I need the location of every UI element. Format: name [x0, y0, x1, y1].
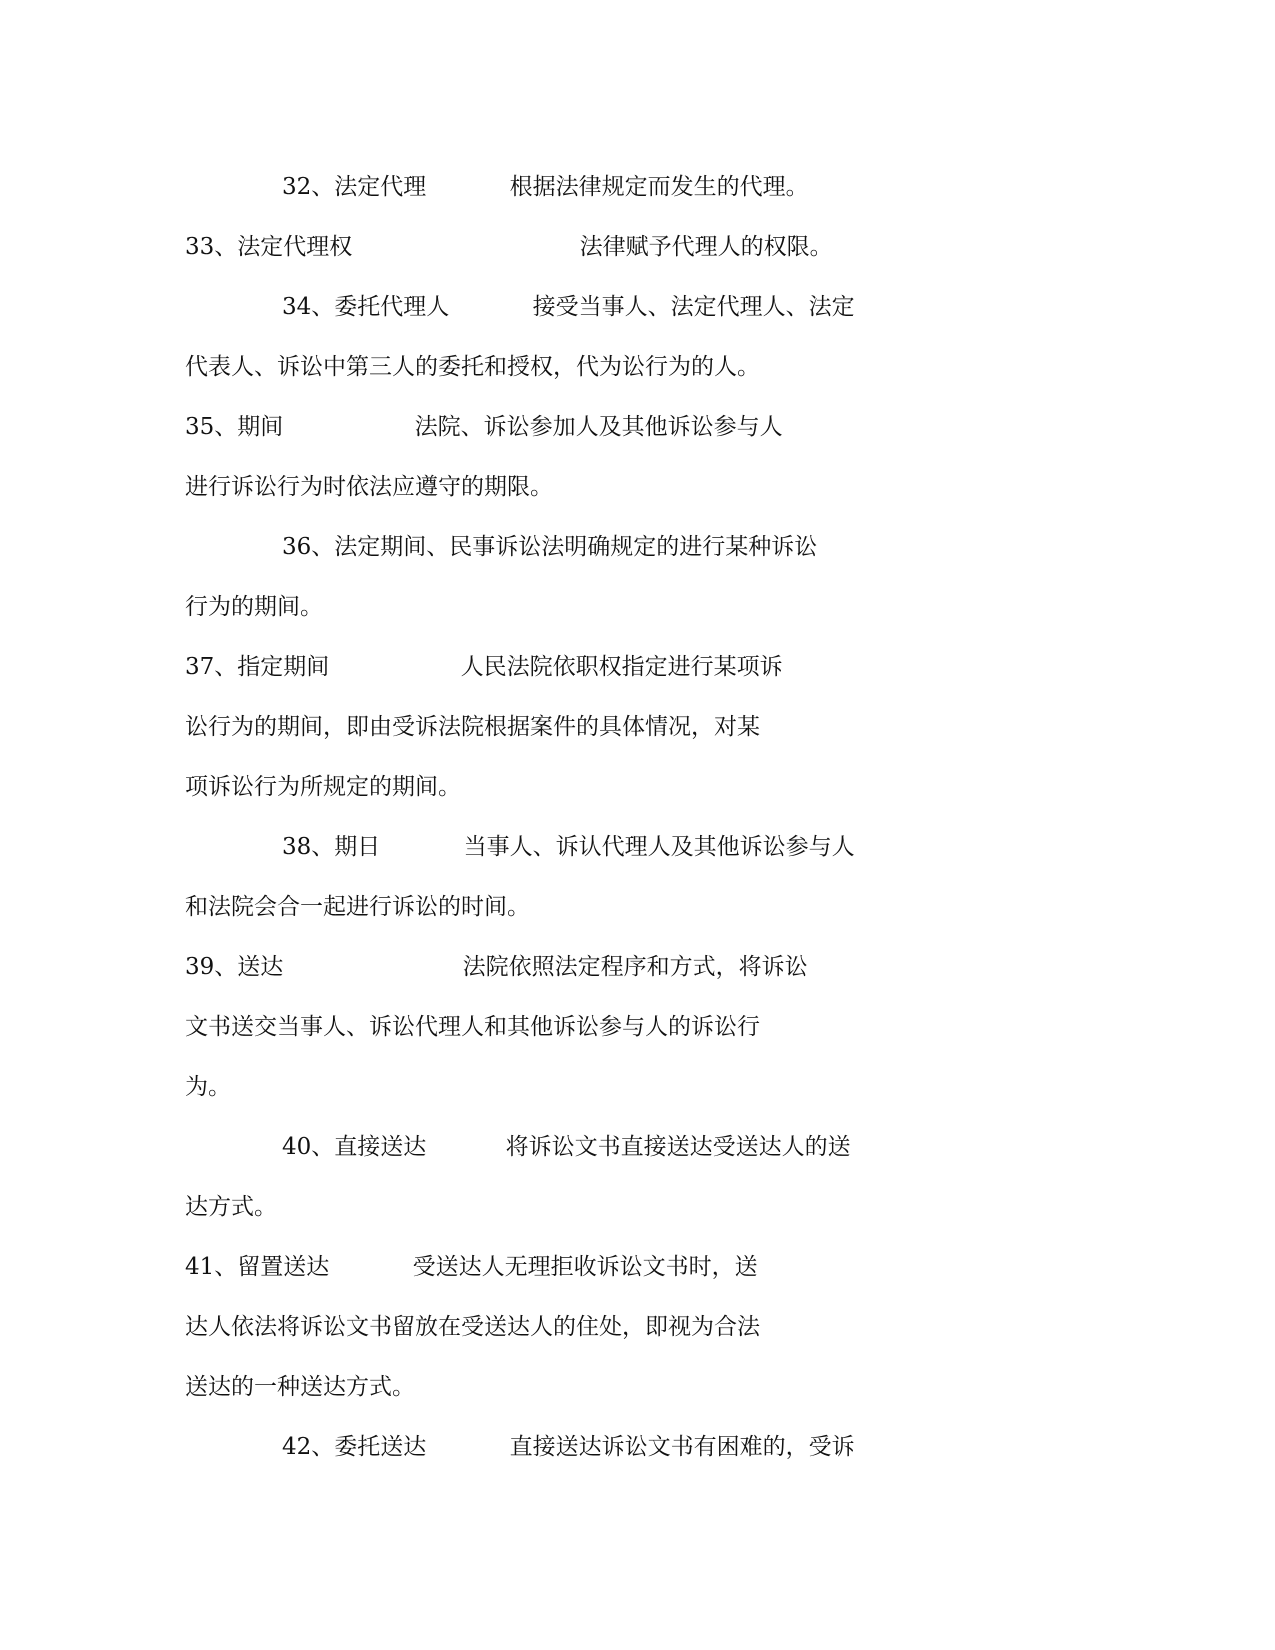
entry-38-term: 38、期日: [282, 834, 381, 860]
entry-35-definition: 法院、诉讼参加人及其他诉讼参与人: [414, 414, 783, 440]
entry-32-definition: 根据法律规定而发生的代理。: [509, 174, 809, 200]
entry-37-definition: 人民法院依职权指定进行某项诉: [460, 654, 783, 680]
entry-41-continuation-2: 送达的一种送达方式。: [185, 1374, 415, 1400]
entry-40-line: [282, 1132, 851, 1162]
entry-36-line: [282, 532, 817, 562]
entry-33-definition: 法律赋予代理人的权限。: [579, 234, 833, 260]
entry-40-definition: 将诉讼文书直接送达受送达人的送: [505, 1134, 851, 1160]
entry-38-definition: 当事人、诉认代理人及其他诉讼参与人: [463, 834, 855, 860]
entry-40-continuation-1: 达方式。: [185, 1194, 277, 1220]
entry-36-definition: 民事诉讼法明确规定的进行某种诉讼: [449, 534, 818, 560]
entry-35-term: 35、期间: [185, 414, 284, 440]
entry-40-term: 40、直接送达: [282, 1134, 427, 1160]
entry-41-definition: 受送达人无理拒收诉讼文书时，送: [412, 1254, 758, 1280]
entry-41-line: [185, 1252, 758, 1282]
entry-39-continuation-1: 文书送交当事人、诉讼代理人和其他诉讼参与人的诉讼行: [185, 1014, 760, 1040]
entry-34-definition: 接受当事人、法定代理人、法定: [532, 294, 855, 320]
entry-39-continuation-2: 为。: [185, 1074, 231, 1100]
entry-37-continuation-2: 项诉讼行为所规定的期间。: [185, 774, 461, 800]
entry-37-continuation-1: 讼行为的期间，即由受诉法院根据案件的具体情况，对某: [185, 714, 760, 740]
entry-39-definition: 法院依照法定程序和方式，将诉讼: [462, 954, 808, 980]
entry-39-term: 39、送达: [185, 954, 284, 980]
entry-37-term: 37、指定期间: [185, 654, 330, 680]
entry-34-continuation-1: 代表人、诉讼中第三人的委托和授权，代为讼行为的人。: [185, 354, 760, 380]
entry-38-continuation-1: 和法院会合一起进行诉讼的时间。: [185, 894, 530, 920]
entry-34-line: [282, 292, 855, 322]
entry-36-continuation-1: 行为的期间。: [185, 594, 323, 620]
entry-32-line: [282, 172, 809, 202]
entry-42-line: [282, 1432, 855, 1462]
entry-35-line: [185, 412, 783, 442]
entry-33-line: [185, 232, 833, 262]
entry-42-term: 42、委托送达: [282, 1434, 427, 1460]
entry-41-continuation-1: 达人依法将诉讼文书留放在受送达人的住处，即视为合法: [185, 1314, 760, 1340]
entry-33-term: 33、法定代理权: [185, 234, 353, 260]
entry-35-continuation-1: 进行诉讼行为时依法应遵守的期限。: [185, 474, 553, 500]
entry-37-line: [185, 652, 783, 682]
entry-32-term: 32、法定代理: [282, 174, 427, 200]
entry-39-line: [185, 952, 808, 982]
entry-41-term: 41、留置送达: [185, 1254, 330, 1280]
entry-42-definition: 直接送达诉讼文书有困难的，受诉: [509, 1434, 855, 1460]
entry-36-term: 36、法定期间、: [282, 534, 450, 560]
entry-38-line: [282, 832, 855, 862]
entry-34-term: 34、委托代理人: [282, 294, 450, 320]
